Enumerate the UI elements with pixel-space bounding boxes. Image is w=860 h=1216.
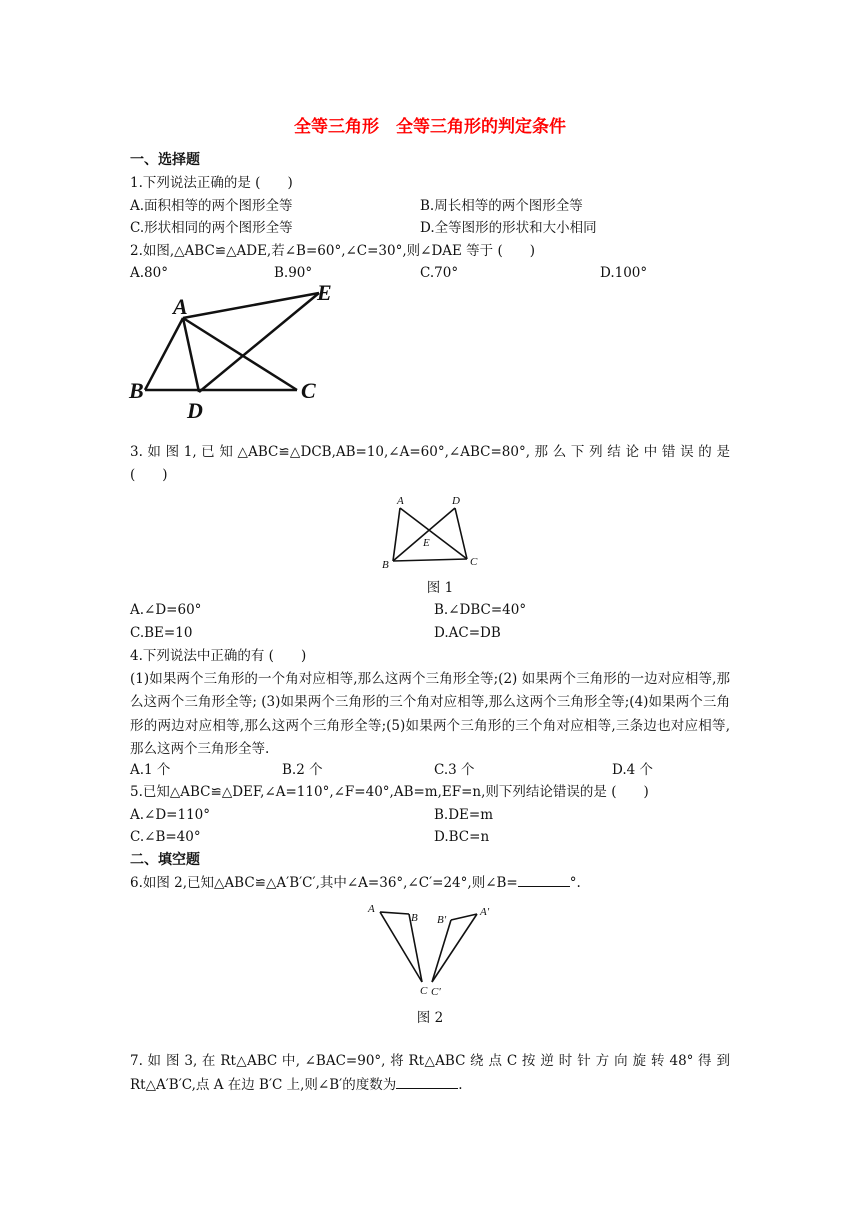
q4-body: (1)如果两个三角形的一个角对应相等,那么这两个三角形全等;(2) 如果两个三角形的一边对应相等,那么这两个三角形全等; (3)如果两个三角形的三个角对应相等,那么这两个三角形全等;(4)如果两个三角形的两边对应相等,那么这两个三角形全等;(5)如果两个三角形的三个角对应相等,三条边也对应相等,那么这两个三角形全等. <box>130 671 730 758</box>
q3-label-c: C <box>470 556 478 568</box>
q6-stem <box>130 873 581 893</box>
q3-label-b: B <box>382 559 389 570</box>
q3-label-e: E <box>423 537 430 549</box>
q3-label-a: A <box>397 495 404 507</box>
q4-option-d: D.4 个 <box>612 762 654 778</box>
q6-label-a: A <box>368 903 375 915</box>
q6-label-c-prime: C′ <box>431 986 441 998</box>
q3-option-c: C.BE=10 <box>130 625 193 641</box>
q3-segment-db <box>393 508 455 561</box>
q6-stem-end: °. <box>569 875 581 891</box>
q2-option-d: D.100° <box>600 265 648 281</box>
q6-label-c: C <box>420 985 428 997</box>
q4-option-c: C.3 个 <box>434 762 475 778</box>
q4-stem: 4.下列说法中正确的有 ( ) <box>130 648 307 664</box>
q1-option-b: B.周长相等的两个图形全等 <box>420 198 583 214</box>
q3-segment-ab <box>393 508 400 561</box>
q7-line1: 7. 如 图 3, 在 Rt△ABC 中, ∠BAC=90°, 将 Rt△ABC 绕 点 C 按 逆 时 针 方 向 旋 转 48° 得 到 <box>130 1053 730 1069</box>
q6-segment-b2c2 <box>432 920 451 982</box>
q2-label-e: E <box>317 280 332 305</box>
q1-option-d: D.全等图形的形状和大小相同 <box>420 220 597 236</box>
q7-stem-text: Rt△A′B′C,点 A 在边 B′C 上,则∠B′的度数为 <box>130 1077 397 1093</box>
q2-segment-ad <box>183 318 199 392</box>
section-heading-choice: 一、选择题 <box>130 152 200 168</box>
q3-label-d: D <box>452 495 460 507</box>
q3-option-b: B.∠DBC=40° <box>434 602 527 618</box>
q1-stem: 1.下列说法正确的是 ( ) <box>130 175 293 191</box>
q2-option-c: C.70° <box>420 265 459 281</box>
q3-figure <box>375 490 485 570</box>
q5-option-d: D.BC=n <box>434 829 490 845</box>
q7-stem-end: . <box>458 1077 463 1093</box>
q6-answer-blank[interactable] <box>518 874 570 887</box>
q1-option-a: A.面积相等的两个图形全等 <box>130 198 293 214</box>
q6-figure <box>362 898 502 1000</box>
q6-stem-text: 6.如图 2,已知△ABC≌△A′B′C′,其中∠A=36°,∠C′=24°,则∠B= <box>130 875 518 891</box>
q2-segment-ae <box>183 293 319 318</box>
q7-line2 <box>130 1075 463 1095</box>
q1-option-c: C.形状相同的两个图形全等 <box>130 220 293 236</box>
q2-segment-ab <box>145 318 183 390</box>
q2-option-a: A.80° <box>130 265 168 281</box>
q5-option-b: B.DE=m <box>434 807 494 823</box>
q3-segment-bc <box>393 559 467 561</box>
q2-label-c: C <box>301 378 316 403</box>
q3-stem: 3. 如 图 1, 已 知 △ABC≌△DCB,AB=10,∠A=60°,∠ABC=80°, 那 么 下 列 结 论 中 错 误 的 是 ( ) <box>130 444 730 484</box>
q5-stem: 5.已知△ABC≌△DEF,∠A=110°,∠F=40°,AB=m,EF=n,则下列结论错误的是 ( ) <box>130 784 649 800</box>
q2-figure <box>125 280 355 425</box>
q3-caption: 图 1 <box>426 580 454 596</box>
q7-answer-blank[interactable] <box>396 1076 458 1089</box>
q2-option-b: B.90° <box>274 265 313 281</box>
q5-option-a: A.∠D=110° <box>130 807 211 823</box>
q4-option-a: A.1 个 <box>130 762 171 778</box>
q5-option-c: C.∠B=40° <box>130 829 201 845</box>
q3-option-a: A.∠D=60° <box>130 602 202 618</box>
q6-label-b: B <box>411 912 418 924</box>
section-heading-fill: 二、填空题 <box>130 852 200 868</box>
q2-segment-ac <box>183 318 297 390</box>
q3-option-d: D.AC=DB <box>434 625 501 641</box>
q4-option-b: B.2 个 <box>282 762 323 778</box>
q6-label-a-prime: A′ <box>480 906 490 918</box>
q6-caption: 图 2 <box>416 1010 444 1026</box>
q6-segment-ab <box>380 912 409 914</box>
q2-label-d: D <box>187 398 203 423</box>
page-title: 全等三角形 全等三角形的判定条件 <box>294 117 566 137</box>
q2-stem: 2.如图,△ABC≌△ADE,若∠B=60°,∠C=30°,则∠DAE 等于 ( ) <box>130 243 536 259</box>
q2-label-b: B <box>129 378 144 403</box>
q6-label-b-prime: B′ <box>437 914 447 926</box>
q2-label-a: A <box>173 294 188 319</box>
